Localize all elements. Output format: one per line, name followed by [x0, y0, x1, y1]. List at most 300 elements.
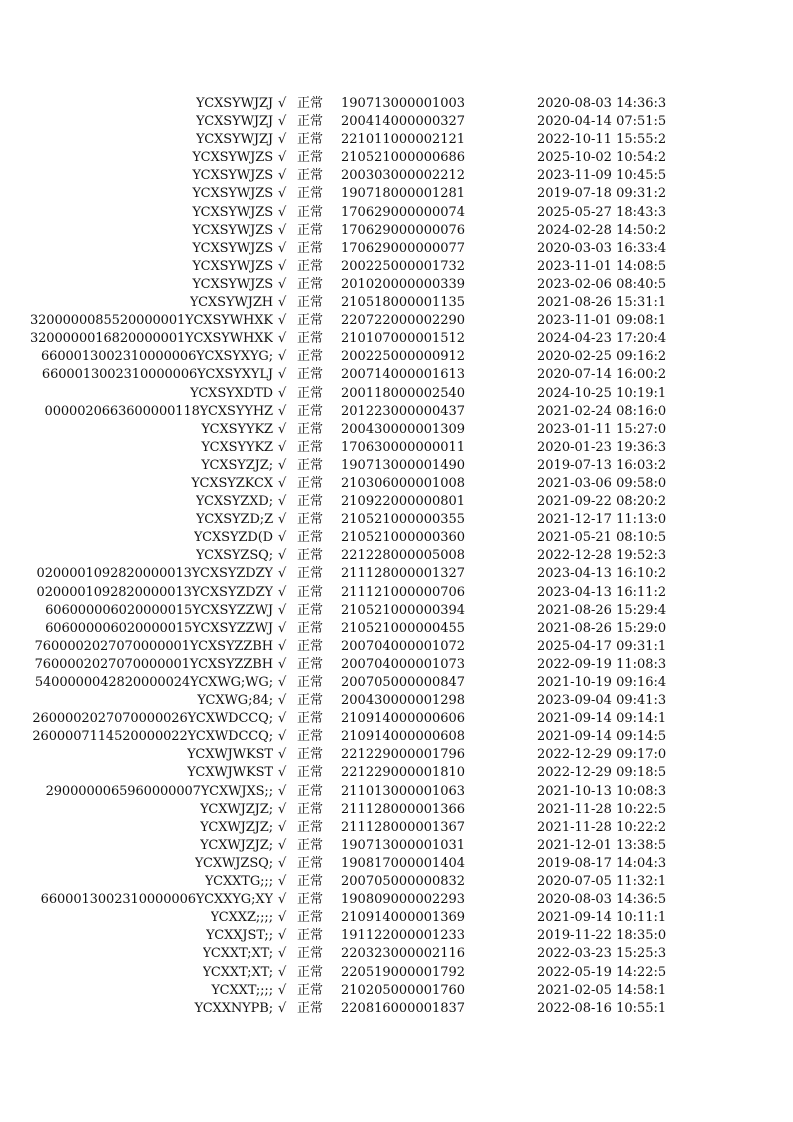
check-mark-icon: √ [278, 114, 287, 130]
status-cell: 正常 [297, 964, 324, 980]
check-mark-icon: √ [278, 964, 287, 980]
status-cell: 正常 [297, 928, 324, 944]
record-id-cell: 190713000001031 [341, 837, 466, 853]
timestamp-cell: 2020-01-23 19:36:3 [537, 439, 667, 455]
check-mark-icon: √ [278, 928, 287, 944]
table-row [0, 366, 793, 384]
status-cell: 正常 [297, 186, 324, 202]
table-row [0, 185, 793, 203]
timestamp-cell: 2023-11-01 09:08:1 [537, 313, 667, 329]
record-code-cell: 0000020663600000118YCXSYYHZ [44, 403, 273, 419]
check-mark-icon: √ [278, 1000, 287, 1016]
record-code-cell: YCXWG;84; [197, 693, 273, 709]
timestamp-cell: 2024-10-25 10:19:1 [537, 385, 667, 401]
record-id-cell: 210914000001369 [341, 910, 466, 926]
status-cell: 正常 [297, 313, 324, 329]
check-mark-icon: √ [278, 457, 287, 473]
record-id-cell: 191122000001233 [341, 928, 466, 944]
record-code-cell: 6600013002310000006YCXSYXYLJ [41, 367, 273, 383]
check-mark-icon: √ [278, 331, 287, 347]
status-cell: 正常 [297, 331, 324, 347]
timestamp-cell: 2021-09-14 10:11:1 [537, 910, 667, 926]
record-id-cell: 200118000002540 [341, 385, 466, 401]
table-row [0, 674, 793, 692]
table-row [0, 927, 793, 945]
timestamp-cell: 2025-10-02 10:54:2 [537, 150, 667, 166]
record-code-cell: YCXSYZXD; [195, 494, 273, 510]
status-cell: 正常 [297, 276, 324, 292]
record-id-cell: 190718000001281 [341, 186, 466, 202]
check-mark-icon: √ [278, 295, 287, 311]
status-cell: 正常 [297, 512, 324, 528]
table-row [0, 855, 793, 873]
table-row [0, 783, 793, 801]
record-id-cell: 201020000000339 [341, 276, 466, 292]
check-mark-icon: √ [278, 910, 287, 926]
table-row [0, 149, 793, 167]
record-code-cell: YCXSYWJZS [192, 186, 273, 202]
table-row [0, 819, 793, 837]
status-cell: 正常 [297, 240, 324, 256]
status-cell: 正常 [297, 729, 324, 745]
record-id-cell: 200704000001073 [341, 656, 466, 672]
record-id-cell: 210521000000455 [341, 620, 466, 636]
check-mark-icon: √ [278, 530, 287, 546]
check-mark-icon: √ [278, 421, 287, 437]
record-code-cell: 3200000085520000001YCXSYWHXK [29, 313, 273, 329]
timestamp-cell: 2020-08-03 14:36:5 [537, 892, 667, 908]
record-id-cell: 210914000000606 [341, 711, 466, 727]
check-mark-icon: √ [278, 837, 287, 853]
record-id-cell: 170629000000077 [341, 240, 466, 256]
timestamp-cell: 2020-03-03 16:33:4 [537, 240, 667, 256]
status-cell: 正常 [297, 222, 324, 238]
record-code-cell: YCXSYWJZH [189, 295, 273, 311]
record-id-cell: 170630000000011 [341, 439, 466, 455]
record-id-cell: 221011000002121 [341, 132, 466, 148]
timestamp-cell: 2024-02-28 14:50:2 [537, 222, 667, 238]
table-row [0, 710, 793, 728]
status-cell: 正常 [297, 204, 324, 220]
record-id-cell: 190817000001404 [341, 855, 466, 871]
record-id-cell: 210518000001135 [341, 295, 466, 311]
timestamp-cell: 2019-07-13 16:03:2 [537, 457, 667, 473]
check-mark-icon: √ [278, 693, 287, 709]
table-row [0, 312, 793, 330]
table-row [0, 982, 793, 1000]
timestamp-cell: 2023-11-09 10:45:5 [537, 168, 667, 184]
table-row [0, 638, 793, 656]
status-cell: 正常 [297, 566, 324, 582]
check-mark-icon: √ [278, 349, 287, 365]
record-id-cell: 210914000000608 [341, 729, 466, 745]
record-code-cell: YCXSYWJZS [192, 240, 273, 256]
record-code-cell: YCXSYZKCX [191, 475, 273, 491]
status-cell: 正常 [297, 439, 324, 455]
record-code-cell: YCXSYWJZS [192, 258, 273, 274]
check-mark-icon: √ [278, 747, 287, 763]
record-code-cell: YCXSYWJZJ [196, 132, 273, 148]
check-mark-icon: √ [278, 186, 287, 202]
record-id-cell: 200225000001732 [341, 258, 466, 274]
check-mark-icon: √ [278, 892, 287, 908]
record-code-cell: YCXSYYKZ [201, 421, 273, 437]
check-mark-icon: √ [278, 783, 287, 799]
timestamp-cell: 2019-11-22 18:35:0 [537, 928, 667, 944]
status-cell: 正常 [297, 783, 324, 799]
status-cell: 正常 [297, 584, 324, 600]
timestamp-cell: 2023-02-06 08:40:5 [537, 276, 667, 292]
record-code-cell: YCXSYWJZS [192, 204, 273, 220]
timestamp-cell: 2020-08-03 14:36:3 [537, 96, 667, 111]
record-id-cell: 210521000000686 [341, 150, 466, 166]
check-mark-icon: √ [278, 729, 287, 745]
record-code-cell: YCXSYWJZJ [196, 114, 273, 130]
record-id-cell: 220519000001792 [341, 964, 466, 980]
status-cell: 正常 [297, 295, 324, 311]
record-code-cell: YCXSYZD(D [193, 530, 273, 546]
record-code-cell: YCXXNYPB; [194, 1000, 273, 1016]
check-mark-icon: √ [278, 150, 287, 166]
check-mark-icon: √ [278, 367, 287, 383]
table-row [0, 167, 793, 185]
timestamp-cell: 2022-08-16 10:55:1 [537, 1000, 667, 1016]
check-mark-icon: √ [278, 403, 287, 419]
table-row [0, 421, 793, 439]
record-id-cell: 200705000000832 [341, 874, 466, 890]
status-cell: 正常 [297, 874, 324, 890]
record-id-cell: 210922000000801 [341, 494, 466, 510]
timestamp-cell: 2021-05-21 08:10:5 [537, 530, 667, 546]
status-cell: 正常 [297, 819, 324, 835]
record-id-cell: 220323000002116 [341, 946, 466, 962]
check-mark-icon: √ [278, 439, 287, 455]
status-cell: 正常 [297, 421, 324, 437]
timestamp-cell: 2021-11-28 10:22:2 [537, 819, 667, 835]
table-row [0, 403, 793, 421]
table-row [0, 945, 793, 963]
record-id-cell: 200704000001072 [341, 638, 466, 654]
table-row [0, 837, 793, 855]
check-mark-icon: √ [278, 801, 287, 817]
record-id-cell: 190713000001490 [341, 457, 466, 473]
record-code-cell: 7600002027070000001YCXSYZZBH [34, 638, 273, 654]
timestamp-cell: 2021-09-14 09:14:1 [537, 711, 667, 727]
record-code-cell: YCXSYZJZ; [201, 457, 273, 473]
record-code-cell: YCXSYZD;Z [195, 512, 273, 528]
record-code-cell: YCXWJWKST [187, 765, 273, 781]
status-cell: 正常 [297, 96, 324, 111]
status-cell: 正常 [297, 747, 324, 763]
record-code-cell: YCXXT;;;; [211, 982, 273, 998]
status-cell: 正常 [297, 385, 324, 401]
timestamp-cell: 2021-12-01 13:38:5 [537, 837, 667, 853]
check-mark-icon: √ [278, 675, 287, 690]
record-code-cell: YCXSYYKZ [201, 439, 273, 455]
table-row [0, 258, 793, 276]
check-mark-icon: √ [278, 874, 287, 890]
record-id-cell: 211128000001366 [341, 801, 466, 817]
status-cell: 正常 [297, 656, 324, 672]
status-cell: 正常 [297, 114, 324, 130]
status-cell: 正常 [297, 675, 324, 690]
table-row [0, 385, 793, 403]
status-cell: 正常 [297, 475, 324, 491]
timestamp-cell: 2022-12-29 09:18:5 [537, 765, 667, 781]
timestamp-cell: 2021-11-28 10:22:5 [537, 801, 667, 817]
table-row [0, 873, 793, 891]
record-code-cell: 6600013002310000006YCXXYG;XY [40, 892, 273, 908]
table-row [0, 584, 793, 602]
timestamp-cell: 2022-03-23 15:25:3 [537, 946, 667, 962]
record-id-cell: 211013000001063 [341, 783, 466, 799]
check-mark-icon: √ [278, 711, 287, 727]
timestamp-cell: 2024-04-23 17:20:4 [537, 331, 667, 347]
check-mark-icon: √ [278, 946, 287, 962]
status-cell: 正常 [297, 168, 324, 184]
timestamp-cell: 2021-10-13 10:08:3 [537, 783, 667, 799]
check-mark-icon: √ [278, 765, 287, 781]
table-row [0, 746, 793, 764]
table-row [0, 656, 793, 674]
record-id-cell: 210306000001008 [341, 475, 466, 491]
timestamp-cell: 2025-04-17 09:31:1 [537, 638, 667, 654]
record-code-cell: 5400000042820000024YCXWG;WG; [34, 675, 273, 690]
status-cell: 正常 [297, 457, 324, 473]
record-code-cell: YCXXTG;;; [204, 874, 273, 890]
check-mark-icon: √ [278, 982, 287, 998]
check-mark-icon: √ [278, 222, 287, 238]
record-id-cell: 200303000002212 [341, 168, 466, 184]
table-row [0, 113, 793, 131]
check-mark-icon: √ [278, 276, 287, 292]
record-code-cell: YCXSYWJZS [192, 150, 273, 166]
check-mark-icon: √ [278, 132, 287, 148]
status-cell: 正常 [297, 150, 324, 166]
record-id-cell: 210521000000360 [341, 530, 466, 546]
status-cell: 正常 [297, 946, 324, 962]
table-row [0, 801, 793, 819]
status-cell: 正常 [297, 349, 324, 365]
record-id-cell: 211121000000706 [341, 584, 466, 600]
check-mark-icon: √ [278, 96, 287, 111]
timestamp-cell: 2020-07-05 11:32:1 [537, 874, 667, 890]
check-mark-icon: √ [278, 566, 287, 582]
check-mark-icon: √ [278, 656, 287, 672]
check-mark-icon: √ [278, 638, 287, 654]
status-cell: 正常 [297, 765, 324, 781]
record-code-cell: YCXSYZSQ; [195, 548, 273, 564]
timestamp-cell: 2021-12-17 11:13:0 [537, 512, 667, 528]
record-code-cell: YCXXZ;;;; [210, 910, 273, 926]
record-code-cell: YCXXJST;; [206, 928, 273, 944]
record-id-cell: 200225000000912 [341, 349, 466, 365]
status-cell: 正常 [297, 910, 324, 926]
timestamp-cell: 2019-07-18 09:31:2 [537, 186, 667, 202]
record-id-cell: 221229000001810 [341, 765, 466, 781]
table-row [0, 620, 793, 638]
record-code-cell: 2600007114520000022YCXWDCCQ; [32, 729, 273, 745]
record-sheet [0, 95, 793, 1018]
record-code-cell: YCXXT;XT; [202, 946, 273, 962]
record-code-cell: YCXWJZJZ; [200, 801, 273, 817]
check-mark-icon: √ [278, 494, 287, 510]
table-row [0, 964, 793, 982]
record-code-cell: YCXSYWJZS [192, 222, 273, 238]
record-id-cell: 170629000000076 [341, 222, 466, 238]
table-row [0, 891, 793, 909]
timestamp-cell: 2022-10-11 15:55:2 [537, 132, 667, 148]
timestamp-cell: 2022-12-28 19:52:3 [537, 548, 667, 564]
timestamp-cell: 2020-07-14 16:00:2 [537, 367, 667, 383]
check-mark-icon: √ [278, 313, 287, 329]
record-id-cell: 200430000001309 [341, 421, 466, 437]
table-row [0, 602, 793, 620]
check-mark-icon: √ [278, 204, 287, 220]
check-mark-icon: √ [278, 385, 287, 401]
record-id-cell: 221228000005008 [341, 548, 466, 564]
table-row [0, 728, 793, 746]
status-cell: 正常 [297, 1000, 324, 1016]
timestamp-cell: 2021-08-26 15:29:4 [537, 602, 667, 618]
record-id-cell: 200705000000847 [341, 675, 466, 690]
status-cell: 正常 [297, 855, 324, 871]
timestamp-cell: 2023-01-11 15:27:0 [537, 421, 667, 437]
table-row [0, 909, 793, 927]
check-mark-icon: √ [278, 548, 287, 564]
record-code-cell: YCXWJWKST [187, 747, 273, 763]
timestamp-cell: 2021-02-24 08:16:0 [537, 403, 667, 419]
check-mark-icon: √ [278, 602, 287, 618]
status-cell: 正常 [297, 602, 324, 618]
status-cell: 正常 [297, 494, 324, 510]
status-cell: 正常 [297, 693, 324, 709]
table-row [0, 692, 793, 710]
table-row [0, 240, 793, 258]
timestamp-cell: 2023-04-13 16:11:2 [537, 584, 667, 600]
record-id-cell: 170629000000074 [341, 204, 466, 220]
record-id-cell: 211128000001327 [341, 566, 466, 582]
record-id-cell: 220722000002290 [341, 313, 466, 329]
record-code-cell: 6600013002310000006YCXSYXYG; [41, 349, 273, 365]
timestamp-cell: 2021-08-26 15:31:1 [537, 295, 667, 311]
table-row [0, 475, 793, 493]
record-code-cell: YCXXT;XT; [202, 964, 273, 980]
record-code-cell: YCXWJZJZ; [200, 837, 273, 853]
record-id-cell: 190713000001003 [341, 96, 466, 111]
record-id-cell: 210521000000355 [341, 512, 466, 528]
table-row [0, 511, 793, 529]
table-row [0, 1000, 793, 1018]
table-row [0, 95, 793, 113]
record-code-cell: YCXWJZJZ; [200, 819, 273, 835]
timestamp-cell: 2019-08-17 14:04:3 [537, 855, 667, 871]
timestamp-cell: 2021-09-14 09:14:5 [537, 729, 667, 745]
timestamp-cell: 2021-02-05 14:58:1 [537, 982, 667, 998]
record-code-cell: YCXSYWJZS [192, 276, 273, 292]
record-id-cell: 200430000001298 [341, 693, 466, 709]
record-id-cell: 211128000001367 [341, 819, 466, 835]
status-cell: 正常 [297, 132, 324, 148]
record-code-cell: YCXWJZSQ; [194, 855, 273, 871]
record-code-cell: 2900000065960000007YCXWJXS;; [45, 783, 273, 799]
timestamp-cell: 2021-03-06 09:58:0 [537, 475, 667, 491]
record-id-cell: 220816000001837 [341, 1000, 466, 1016]
check-mark-icon: √ [278, 855, 287, 871]
check-mark-icon: √ [278, 819, 287, 835]
timestamp-cell: 2022-05-19 14:22:5 [537, 964, 667, 980]
record-id-cell: 210205000001760 [341, 982, 466, 998]
table-row [0, 294, 793, 312]
table-row [0, 457, 793, 475]
check-mark-icon: √ [278, 584, 287, 600]
table-row [0, 131, 793, 149]
record-code-cell: 0200001092820000013YCXSYZDZY [36, 584, 273, 600]
record-code-cell: 3200000016820000001YCXSYWHXK [29, 331, 273, 347]
timestamp-cell: 2021-08-26 15:29:0 [537, 620, 667, 636]
status-cell: 正常 [297, 530, 324, 546]
record-code-cell: 606000006020000015YCXSYZZWJ [45, 620, 273, 636]
record-code-cell: YCXSYWJZS [192, 168, 273, 184]
status-cell: 正常 [297, 403, 324, 419]
status-cell: 正常 [297, 711, 324, 727]
check-mark-icon: √ [278, 620, 287, 636]
record-id-cell: 201223000000437 [341, 403, 466, 419]
record-id-cell: 210521000000394 [341, 602, 466, 618]
check-mark-icon: √ [278, 258, 287, 274]
table-row [0, 547, 793, 565]
check-mark-icon: √ [278, 240, 287, 256]
status-cell: 正常 [297, 548, 324, 564]
check-mark-icon: √ [278, 168, 287, 184]
table-row [0, 439, 793, 457]
status-cell: 正常 [297, 837, 324, 853]
table-row [0, 222, 793, 240]
timestamp-cell: 2021-09-22 08:20:2 [537, 494, 667, 510]
status-cell: 正常 [297, 801, 324, 817]
record-code-cell: 2600002027070000026YCXWDCCQ; [32, 711, 273, 727]
table-row [0, 348, 793, 366]
check-mark-icon: √ [278, 512, 287, 528]
record-id-cell: 210107000001512 [341, 331, 466, 347]
timestamp-cell: 2023-11-01 14:08:5 [537, 258, 667, 274]
table-row [0, 330, 793, 348]
table-row [0, 529, 793, 547]
record-code-cell: YCXSYXDTD [190, 385, 273, 401]
status-cell: 正常 [297, 258, 324, 274]
record-code-cell: 7600002027070000001YCXSYZZBH [34, 656, 273, 672]
table-row [0, 493, 793, 511]
timestamp-cell: 2021-10-19 09:16:4 [537, 675, 667, 690]
record-code-cell: 0200001092820000013YCXSYZDZY [36, 566, 273, 582]
check-mark-icon: √ [278, 475, 287, 491]
table-row [0, 764, 793, 782]
record-code-cell: 606000006020000015YCXSYZZWJ [45, 602, 273, 618]
table-row [0, 276, 793, 294]
record-id-cell: 190809000002293 [341, 892, 466, 908]
timestamp-cell: 2022-12-29 09:17:0 [537, 747, 667, 763]
status-cell: 正常 [297, 367, 324, 383]
status-cell: 正常 [297, 620, 324, 636]
timestamp-cell: 2025-05-27 18:43:3 [537, 204, 667, 220]
status-cell: 正常 [297, 982, 324, 998]
record-id-cell: 200414000000327 [341, 114, 466, 130]
timestamp-cell: 2023-04-13 16:10:2 [537, 566, 667, 582]
table-row [0, 204, 793, 222]
record-id-cell: 221229000001796 [341, 747, 466, 763]
timestamp-cell: 2020-02-25 09:16:2 [537, 349, 667, 365]
timestamp-cell: 2020-04-14 07:51:5 [537, 114, 667, 130]
